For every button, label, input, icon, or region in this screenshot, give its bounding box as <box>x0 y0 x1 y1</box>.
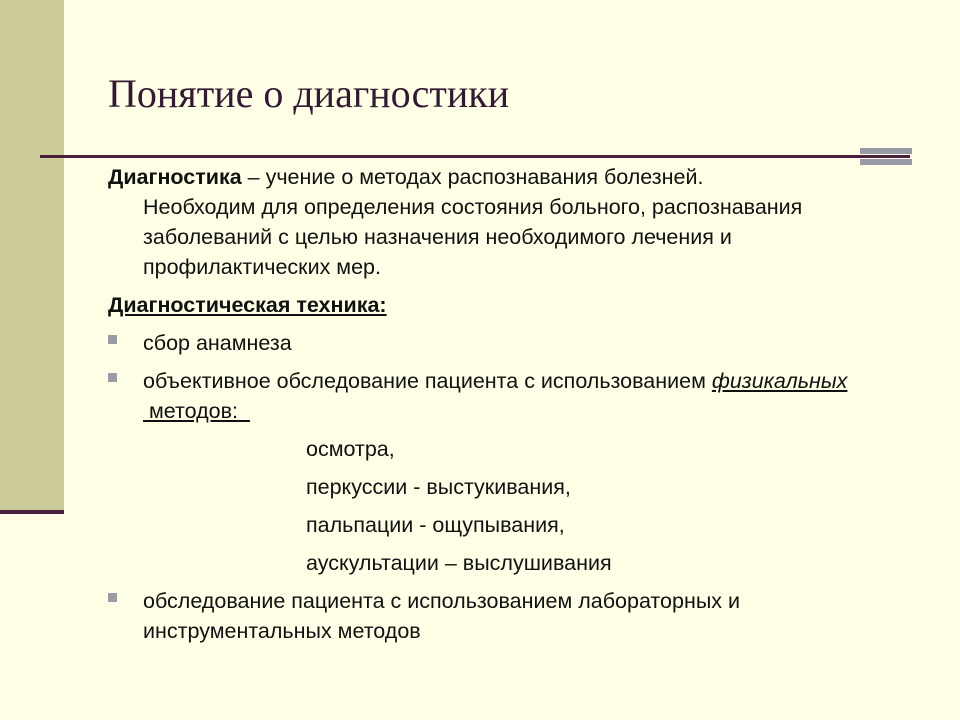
definition-continuation: Необходим для определения состояния больного, распознавания заболеваний с целью назначения необходимого лечения и профилактических мер. <box>143 195 803 279</box>
divider-accent-top <box>860 148 912 154</box>
square-bullet-icon <box>108 335 117 344</box>
sidebar-decoration <box>0 0 64 512</box>
bullet-item <box>108 366 908 426</box>
bullet-text: объективное обследование пациента с использованием <box>143 369 712 393</box>
bullet-item <box>108 328 908 358</box>
slide-title: Понятие о диагностики <box>108 71 510 116</box>
bullet-italic-term: физикальных <box>711 369 848 393</box>
sidebar-rule <box>0 510 64 514</box>
bullet-text: обследование пациента с использованием лабораторных и инструментальных методов <box>143 589 741 643</box>
slide-content <box>108 162 908 646</box>
method-item: аускультации – выслушивания <box>306 551 612 575</box>
definition-paragraph <box>108 162 908 282</box>
method-item: пальпации - ощупывания, <box>306 513 565 537</box>
technique-heading: Диагностическая техника: <box>108 293 387 317</box>
method-item: осмотра, <box>306 437 395 461</box>
square-bullet-icon <box>108 373 117 382</box>
bullet-item <box>108 586 908 646</box>
definition-text: – учение о методах распознавания болезней. <box>241 165 704 189</box>
title-divider <box>40 155 910 158</box>
square-bullet-icon <box>108 593 117 602</box>
bullet-text: сбор анамнеза <box>143 331 292 355</box>
bullet-text-tail: методов: <box>143 399 250 423</box>
method-item: перкуссии - выстукивания, <box>306 475 571 499</box>
definition-term: Диагностика <box>108 165 242 189</box>
